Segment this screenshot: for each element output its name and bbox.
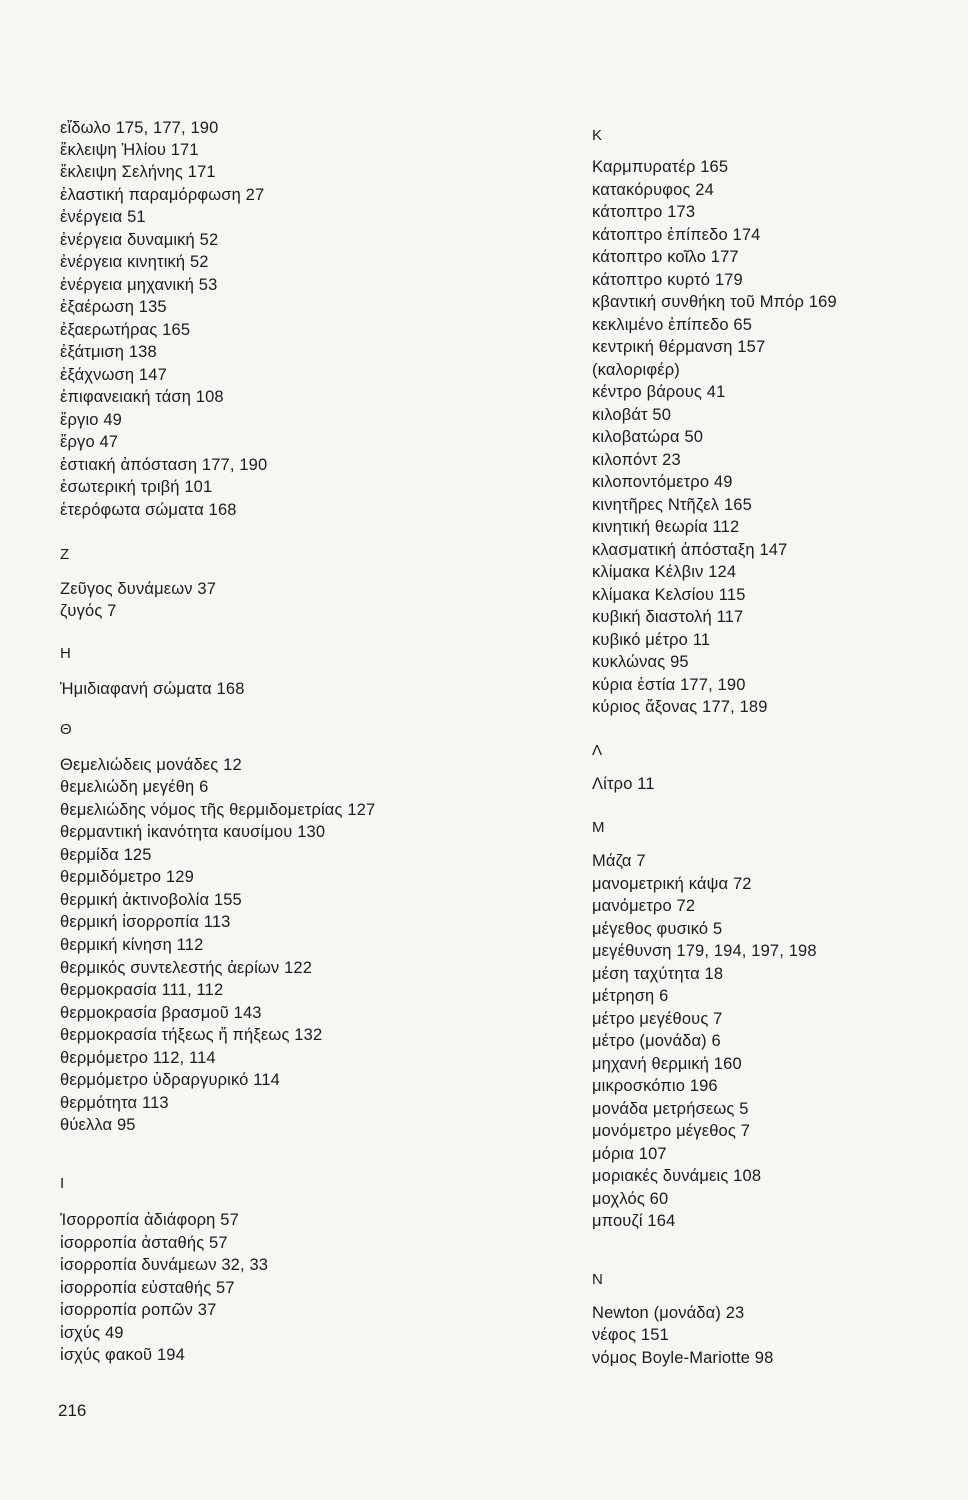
index-entry: θερμική ἰσορροπία 113	[60, 913, 231, 931]
index-entry: ἐλαστική παραμόρφωση 27	[60, 186, 265, 204]
index-entry: ἐνέργεια κινητική 52	[60, 253, 209, 271]
index-entry: θερμιδόμετρο 129	[60, 868, 194, 886]
index-entry: κιλοβατώρα 50	[592, 428, 704, 446]
section-letter: Θ	[60, 721, 72, 738]
index-entry: θερμοκρασία βρασμοῦ 143	[60, 1004, 262, 1022]
index-entry: κιλοποντόμετρο 49	[592, 473, 733, 491]
index-entry: θερμική κίνηση 112	[60, 936, 204, 954]
index-entry: ἰσορροπία εὐσταθής 57	[60, 1279, 235, 1297]
index-entry: μεγέθυνση 179, 194, 197, 198	[592, 942, 817, 960]
index-entry: ἰσορροπία ροπῶν 37	[60, 1301, 217, 1319]
index-entry: (καλοριφέρ)	[592, 361, 680, 379]
index-entry: ἑτερόφωτα σώματα 168	[60, 501, 237, 519]
index-entry: θερμόμετρο 112, 114	[60, 1049, 216, 1067]
index-entry: μοχλός 60	[592, 1190, 669, 1208]
index-entry: νόμος Boyle-Mariotte 98	[592, 1349, 774, 1367]
index-entry: ζυγός 7	[60, 602, 117, 620]
index-entry: ἐνέργεια μηχανική 53	[60, 276, 218, 294]
index-entry: ἐνέργεια 51	[60, 208, 146, 226]
index-entry: Λίτρο 11	[592, 775, 655, 793]
index-entry: ἔργο 47	[60, 433, 119, 451]
index-entry: ἔκλειψη Σελήνης 171	[60, 163, 216, 181]
section-letter: Ζ	[60, 546, 70, 563]
index-entry: Ἡμιδιαφανή σώματα 168	[60, 680, 245, 698]
index-entry: ἰσχύς 49	[60, 1324, 124, 1342]
index-entry: ἑστιακή ἀπόσταση 177, 190	[60, 456, 268, 474]
index-entry: θερμοκρασία 111, 112	[60, 981, 224, 999]
page-number: 216	[58, 1401, 87, 1420]
index-entry: μηχανή θερμική 160	[592, 1055, 742, 1073]
index-entry: μονόμετρο μέγεθος 7	[592, 1122, 751, 1140]
index-entry: μέση ταχύτητα 18	[592, 965, 724, 983]
index-entry: θεμελιώδη μεγέθη 6	[60, 778, 209, 796]
index-entry: μέγεθος φυσικό 5	[592, 920, 723, 938]
index-entry: κβαντική συνθήκη τοῦ Μπόρ 169	[592, 293, 837, 311]
index-entry: μέτρο (μονάδα) 6	[592, 1032, 721, 1050]
index-entry: Καρμπυρατέρ 165	[592, 158, 729, 176]
index-entry: θερμόμετρο ὑδραργυρικό 114	[60, 1071, 280, 1089]
index-entry: κυβική διαστολή 117	[592, 608, 744, 626]
index-entry: μέτρηση 6	[592, 987, 669, 1005]
index-entry: θερμαντική ἱκανότητα καυσίμου 130	[60, 823, 326, 841]
section-letter: Η	[60, 645, 71, 662]
index-entry: κύριος ἄξονας 177, 189	[592, 698, 768, 716]
index-entry: ἐξαέρωση 135	[60, 298, 167, 316]
index-entry: κλασματική ἀπόσταξη 147	[592, 541, 788, 559]
section-letter: Ν	[592, 1271, 603, 1288]
index-entry: θύελλα 95	[60, 1116, 136, 1134]
index-entry: ἰσχύς φακοῦ 194	[60, 1346, 185, 1364]
index-entry: κινητική θεωρία 112	[592, 518, 740, 536]
index-entry: κυκλώνας 95	[592, 653, 689, 671]
index-entry: ἔργιο 49	[60, 411, 122, 429]
index-entry: θερμότητα 113	[60, 1094, 169, 1112]
index-entry: κινητῆρες Ντῆζελ 165	[592, 496, 752, 514]
section-letter: Λ	[592, 742, 603, 759]
index-entry: ἐξαερωτήρας 165	[60, 321, 191, 339]
index-entry: κεκλιμένο ἐπίπεδο 65	[592, 316, 753, 334]
index-entry: κάτοπτρο 173	[592, 203, 696, 221]
index-entry: ἐνέργεια δυναμική 52	[60, 231, 219, 249]
index-entry: κέντρο βάρους 41	[592, 383, 726, 401]
index-entry: μανόμετρο 72	[592, 897, 696, 915]
index-entry: κυβικό μέτρο 11	[592, 631, 711, 649]
index-entry: θερμική ἀκτινοβολία 155	[60, 891, 242, 909]
index-entry: ἰσορροπία ἀσταθής 57	[60, 1234, 228, 1252]
index-entry: ἰσορροπία δυνάμεων 32, 33	[60, 1256, 269, 1274]
index-entry: κύρια ἑστία 177, 190	[592, 676, 746, 694]
index-entry: ἐξάχνωση 147	[60, 366, 167, 384]
index-entry: θερμικός συντελεστής ἀερίων 122	[60, 959, 313, 977]
index-entry: νέφος 151	[592, 1326, 669, 1344]
index-entry: μανομετρική κάψα 72	[592, 875, 752, 893]
index-entry: ἐσωτερική τριβή 101	[60, 478, 213, 496]
index-entry: Ἰσορροπία ἀδιάφορη 57	[60, 1211, 239, 1229]
index-entry: μέτρο μεγέθους 7	[592, 1010, 723, 1028]
index-entry: θερμοκρασία τήξεως ἤ πήξεως 132	[60, 1026, 323, 1044]
index-entry: ἐπιφανειακή τάση 108	[60, 388, 224, 406]
index-entry: κλίμακα Κελσίου 115	[592, 586, 746, 604]
index-entry: μοριακές δυνάμεις 108	[592, 1167, 762, 1185]
section-letter: Ι	[60, 1175, 65, 1192]
index-entry: κεντρική θέρμανση 157	[592, 338, 766, 356]
index-entry: Ζεῦγος δυνάμεων 37	[60, 580, 217, 598]
index-entry: κιλοπόντ 23	[592, 451, 681, 469]
index-entry: μπουζί 164	[592, 1212, 676, 1230]
index-entry: Θεμελιώδεις μονάδες 12	[60, 756, 242, 774]
index-entry: μόρια 107	[592, 1145, 667, 1163]
section-letter: Κ	[592, 127, 603, 144]
index-entry: θεμελιώδης νόμος τῆς θερμιδομετρίας 127	[60, 801, 376, 819]
index-entry: Newton (μονάδα) 23	[592, 1304, 745, 1322]
index-entry: θερμίδα 125	[60, 846, 152, 864]
index-entry: κάτοπτρο κυρτό 179	[592, 271, 743, 289]
index-entry: ἔκλειψη Ἡλίου 171	[60, 141, 199, 159]
section-letter: Μ	[592, 819, 605, 836]
index-entry: μικροσκόπιο 196	[592, 1077, 718, 1095]
index-entry: μονάδα μετρήσεως 5	[592, 1100, 749, 1118]
index-entry: κάτοπτρο ἐπίπεδο 174	[592, 226, 761, 244]
index-entry: κλίμακα Κέλβιν 124	[592, 563, 737, 581]
index-entry: ἐξάτμιση 138	[60, 343, 157, 361]
index-entry: εἴδωλο 175, 177, 190	[60, 119, 219, 137]
index-entry: κιλοβάτ 50	[592, 406, 672, 424]
index-entry: Μάζα 7	[592, 852, 646, 870]
index-entry: κατακόρυφος 24	[592, 181, 714, 199]
index-entry: κάτοπτρο κοῖλο 177	[592, 248, 739, 266]
